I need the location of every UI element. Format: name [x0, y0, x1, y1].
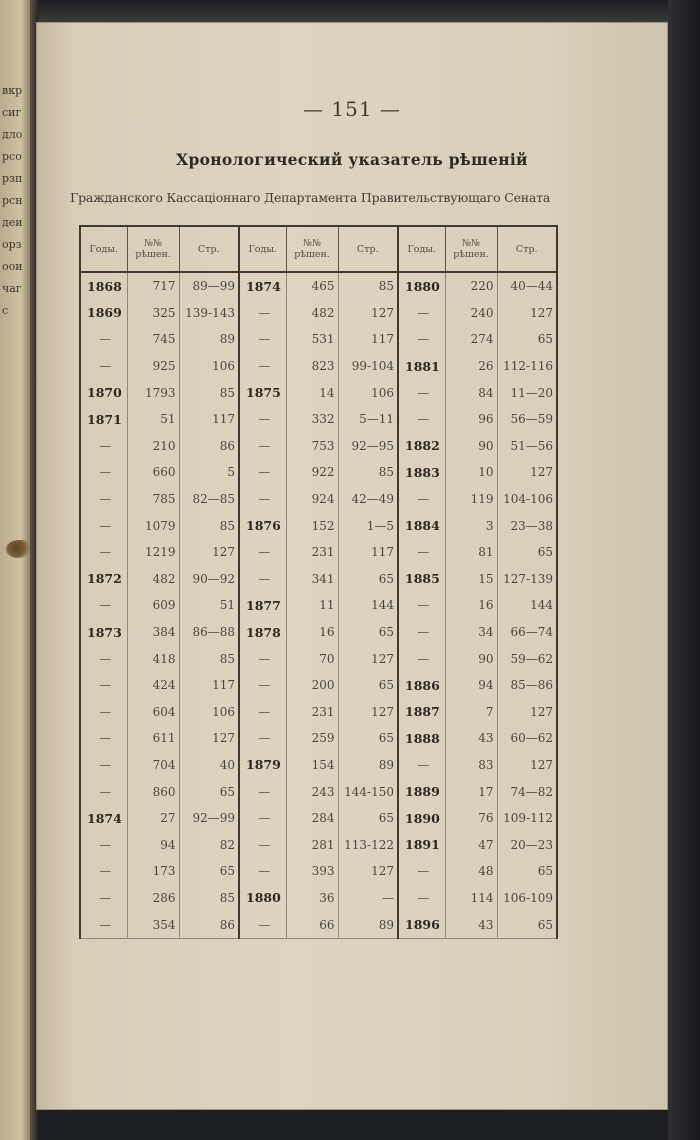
- cell-decision-number: 43: [445, 911, 497, 938]
- cell-decision-number: 924: [286, 486, 338, 513]
- cell-page-ref: 82—85: [179, 486, 239, 513]
- cell-decision-number: 173: [127, 858, 179, 885]
- cell-year: —: [80, 353, 127, 380]
- cell-year: —: [398, 592, 445, 619]
- cell-decision-number: 231: [286, 699, 338, 726]
- cell-year: —: [80, 512, 127, 539]
- cell-decision-number: 609: [127, 592, 179, 619]
- cell-decision-number: 823: [286, 353, 338, 380]
- cell-year: —: [239, 459, 286, 486]
- cell-page-ref: 40: [179, 752, 239, 779]
- cell-decision-number: 745: [127, 326, 179, 353]
- table-row: [80, 805, 557, 832]
- cell-decision-number: 220: [445, 272, 497, 300]
- cell-page-ref: 82: [179, 831, 239, 858]
- cell-page-ref: 89: [179, 326, 239, 353]
- cell-page-ref: 127: [338, 699, 398, 726]
- cell-decision-number: 200: [286, 672, 338, 699]
- table-body: [80, 272, 557, 938]
- cell-page-ref: 117: [179, 672, 239, 699]
- cell-page-ref: 51: [179, 592, 239, 619]
- cell-decision-number: 27: [127, 805, 179, 832]
- cell-year: —: [398, 752, 445, 779]
- cell-decision-number: 231: [286, 539, 338, 566]
- table-row: [80, 566, 557, 593]
- cell-page-ref: 109-112: [497, 805, 557, 832]
- cell-year: —: [80, 645, 127, 672]
- cell-year: —: [398, 326, 445, 353]
- cell-page-ref: 65: [338, 566, 398, 593]
- cell-page-ref: 127: [179, 539, 239, 566]
- cell-decision-number: 660: [127, 459, 179, 486]
- cell-page-ref: 65: [179, 778, 239, 805]
- cell-year: 1887: [398, 699, 445, 726]
- table-row: [80, 858, 557, 885]
- page-number: — 151 —: [303, 97, 401, 121]
- cell-decision-number: 281: [286, 831, 338, 858]
- cell-decision-number: 259: [286, 725, 338, 752]
- cell-page-ref: 65: [497, 858, 557, 885]
- cell-year: —: [80, 885, 127, 912]
- column-header-decision-number: №№ рѣшен.: [127, 226, 179, 272]
- background-top-edge: [30, 0, 700, 22]
- cell-decision-number: 11: [286, 592, 338, 619]
- cell-page-ref: 127: [497, 699, 557, 726]
- cell-page-ref: —: [338, 885, 398, 912]
- cell-page-ref: 42—49: [338, 486, 398, 513]
- cell-decision-number: 36: [286, 885, 338, 912]
- cell-year: 1888: [398, 725, 445, 752]
- table-row: [80, 353, 557, 380]
- cell-page-ref: 86—88: [179, 619, 239, 646]
- cell-decision-number: 284: [286, 805, 338, 832]
- cell-year: 1871: [80, 406, 127, 433]
- cell-decision-number: 243: [286, 778, 338, 805]
- cell-decision-number: 84: [445, 379, 497, 406]
- cell-decision-number: 1219: [127, 539, 179, 566]
- cell-decision-number: 482: [127, 566, 179, 593]
- cell-decision-number: 14: [286, 379, 338, 406]
- cell-year: —: [239, 725, 286, 752]
- cell-page-ref: 106: [179, 353, 239, 380]
- cell-decision-number: 17: [445, 778, 497, 805]
- cell-decision-number: 274: [445, 326, 497, 353]
- cell-year: 1873: [80, 619, 127, 646]
- cell-decision-number: 43: [445, 725, 497, 752]
- table-row: [80, 699, 557, 726]
- table-row: [80, 885, 557, 912]
- cell-decision-number: 90: [445, 645, 497, 672]
- cell-page-ref: 56—59: [497, 406, 557, 433]
- cell-page-ref: 92—95: [338, 433, 398, 460]
- cell-page-ref: 89—99: [179, 272, 239, 300]
- cell-decision-number: 47: [445, 831, 497, 858]
- cell-year: 1882: [398, 433, 445, 460]
- cell-year: —: [239, 778, 286, 805]
- cell-page-ref: 40—44: [497, 272, 557, 300]
- cell-decision-number: 3: [445, 512, 497, 539]
- cell-year: —: [239, 300, 286, 327]
- cell-year: 1876: [239, 512, 286, 539]
- cell-page-ref: 65: [497, 539, 557, 566]
- cell-page-ref: 65: [338, 725, 398, 752]
- decisions-index-table-wrapper: [79, 225, 555, 939]
- cell-year: 1889: [398, 778, 445, 805]
- cell-page-ref: 89: [338, 752, 398, 779]
- cell-page-ref: 85: [338, 272, 398, 300]
- cell-year: —: [80, 858, 127, 885]
- decisions-index-table: [79, 225, 558, 939]
- table-row: [80, 406, 557, 433]
- cell-year: —: [239, 911, 286, 938]
- cell-page-ref: 85—86: [497, 672, 557, 699]
- cell-year: —: [80, 539, 127, 566]
- cell-decision-number: 152: [286, 512, 338, 539]
- cell-page-ref: 127-139: [497, 566, 557, 593]
- cell-decision-number: 393: [286, 858, 338, 885]
- cell-page-ref: 113-122: [338, 831, 398, 858]
- book-page: [36, 22, 668, 1110]
- cell-page-ref: 127: [338, 858, 398, 885]
- cell-page-ref: 1—5: [338, 512, 398, 539]
- cell-year: —: [239, 539, 286, 566]
- cell-decision-number: 604: [127, 699, 179, 726]
- cell-year: —: [239, 672, 286, 699]
- cell-page-ref: 89: [338, 911, 398, 938]
- cell-page-ref: 127: [338, 645, 398, 672]
- cell-decision-number: 70: [286, 645, 338, 672]
- cell-year: —: [398, 619, 445, 646]
- column-header-decision-number: №№ рѣшен.: [286, 226, 338, 272]
- cell-year: —: [239, 831, 286, 858]
- cell-page-ref: 127: [497, 752, 557, 779]
- cell-decision-number: 76: [445, 805, 497, 832]
- cell-decision-number: 922: [286, 459, 338, 486]
- cell-year: —: [239, 353, 286, 380]
- table-header: [80, 226, 557, 272]
- cell-decision-number: 1079: [127, 512, 179, 539]
- cell-year: —: [80, 725, 127, 752]
- column-header-year: Годы.: [239, 226, 286, 272]
- page-title: Хронологический указатель рѣшеній: [176, 150, 528, 169]
- cell-decision-number: 753: [286, 433, 338, 460]
- cell-decision-number: 1793: [127, 379, 179, 406]
- facing-page-edge: [0, 0, 30, 1140]
- book-cover-edge: [668, 0, 700, 1140]
- cell-year: —: [398, 858, 445, 885]
- cell-decision-number: 332: [286, 406, 338, 433]
- cell-page-ref: 60—62: [497, 725, 557, 752]
- cell-year: —: [398, 885, 445, 912]
- cell-year: —: [398, 300, 445, 327]
- cell-page-ref: 65: [179, 858, 239, 885]
- cell-page-ref: 65: [497, 326, 557, 353]
- cell-page-ref: 65: [338, 805, 398, 832]
- cell-year: —: [239, 699, 286, 726]
- cell-decision-number: 465: [286, 272, 338, 300]
- cell-page-ref: 85: [179, 512, 239, 539]
- cell-decision-number: 341: [286, 566, 338, 593]
- cell-year: 1879: [239, 752, 286, 779]
- table-row: [80, 486, 557, 513]
- cell-decision-number: 90: [445, 433, 497, 460]
- table-row: [80, 752, 557, 779]
- cell-year: 1870: [80, 379, 127, 406]
- cell-year: 1869: [80, 300, 127, 327]
- cell-decision-number: 925: [127, 353, 179, 380]
- cell-year: —: [398, 539, 445, 566]
- cell-page-ref: 92—99: [179, 805, 239, 832]
- cell-page-ref: 104-106: [497, 486, 557, 513]
- cell-year: 1875: [239, 379, 286, 406]
- table-row: [80, 433, 557, 460]
- cell-decision-number: 16: [445, 592, 497, 619]
- cell-decision-number: 48: [445, 858, 497, 885]
- cell-decision-number: 210: [127, 433, 179, 460]
- cell-decision-number: 81: [445, 539, 497, 566]
- cell-page-ref: 90—92: [179, 566, 239, 593]
- cell-page-ref: 86: [179, 911, 239, 938]
- table-row: [80, 725, 557, 752]
- cell-decision-number: 785: [127, 486, 179, 513]
- cell-year: 1874: [239, 272, 286, 300]
- cell-page-ref: 85: [179, 885, 239, 912]
- cell-year: —: [239, 433, 286, 460]
- cell-decision-number: 611: [127, 725, 179, 752]
- cell-year: 1880: [398, 272, 445, 300]
- cell-page-ref: 144: [338, 592, 398, 619]
- cell-page-ref: 5: [179, 459, 239, 486]
- cell-year: —: [80, 752, 127, 779]
- cell-page-ref: 106: [179, 699, 239, 726]
- cell-decision-number: 717: [127, 272, 179, 300]
- cell-page-ref: 139-143: [179, 300, 239, 327]
- table-header-row: [80, 226, 557, 272]
- cell-year: —: [398, 379, 445, 406]
- cell-year: 1890: [398, 805, 445, 832]
- cell-page-ref: 112-116: [497, 353, 557, 380]
- cell-year: —: [239, 645, 286, 672]
- cell-year: —: [80, 486, 127, 513]
- cell-year: —: [239, 326, 286, 353]
- cell-page-ref: 65: [338, 619, 398, 646]
- cell-year: 1868: [80, 272, 127, 300]
- table-row: [80, 831, 557, 858]
- table-row: [80, 592, 557, 619]
- cell-decision-number: 704: [127, 752, 179, 779]
- cell-year: 1881: [398, 353, 445, 380]
- table-row: [80, 272, 557, 300]
- cell-page-ref: 144-150: [338, 778, 398, 805]
- column-header-page-ref: Стр.: [179, 226, 239, 272]
- cell-page-ref: 59—62: [497, 645, 557, 672]
- cell-decision-number: 119: [445, 486, 497, 513]
- cell-year: 1880: [239, 885, 286, 912]
- cell-decision-number: 51: [127, 406, 179, 433]
- cell-year: 1883: [398, 459, 445, 486]
- cell-decision-number: 94: [127, 831, 179, 858]
- page-subtitle: Гражданского Кассаціоннаго Департамента Правительствующаго Сената: [70, 190, 551, 205]
- column-header-page-ref: Стр.: [338, 226, 398, 272]
- cell-decision-number: 7: [445, 699, 497, 726]
- cell-decision-number: 240: [445, 300, 497, 327]
- cell-decision-number: 83: [445, 752, 497, 779]
- cell-year: —: [80, 459, 127, 486]
- cell-page-ref: 144: [497, 592, 557, 619]
- cell-year: —: [80, 831, 127, 858]
- cell-page-ref: 86: [179, 433, 239, 460]
- table-row: [80, 672, 557, 699]
- cell-page-ref: 106-109: [497, 885, 557, 912]
- cell-decision-number: 286: [127, 885, 179, 912]
- cell-decision-number: 860: [127, 778, 179, 805]
- column-header-year: Годы.: [80, 226, 127, 272]
- cell-page-ref: 117: [338, 539, 398, 566]
- cell-page-ref: 23—38: [497, 512, 557, 539]
- cell-page-ref: 117: [179, 406, 239, 433]
- cell-year: —: [239, 566, 286, 593]
- cell-decision-number: 16: [286, 619, 338, 646]
- cell-page-ref: 65: [497, 911, 557, 938]
- cell-page-ref: 99-104: [338, 353, 398, 380]
- cell-year: —: [239, 805, 286, 832]
- cell-page-ref: 65: [338, 672, 398, 699]
- table-row: [80, 512, 557, 539]
- facing-page-text-fragment: вкрсигдлорсорзпрсндеиорзооичагс: [2, 84, 23, 317]
- cell-year: —: [80, 326, 127, 353]
- cell-decision-number: 531: [286, 326, 338, 353]
- cell-year: 1885: [398, 566, 445, 593]
- cell-decision-number: 26: [445, 353, 497, 380]
- cell-decision-number: 384: [127, 619, 179, 646]
- cell-decision-number: 10: [445, 459, 497, 486]
- cell-decision-number: 94: [445, 672, 497, 699]
- cell-year: 1884: [398, 512, 445, 539]
- cell-year: —: [398, 645, 445, 672]
- cell-page-ref: 127: [497, 300, 557, 327]
- cell-year: —: [80, 699, 127, 726]
- cell-page-ref: 5—11: [338, 406, 398, 433]
- cell-year: —: [398, 406, 445, 433]
- cell-page-ref: 85: [338, 459, 398, 486]
- cell-page-ref: 127: [338, 300, 398, 327]
- cell-decision-number: 482: [286, 300, 338, 327]
- table-row: [80, 911, 557, 938]
- table-row: [80, 300, 557, 327]
- cell-year: —: [239, 486, 286, 513]
- cell-year: —: [239, 406, 286, 433]
- cell-page-ref: 85: [179, 645, 239, 672]
- table-row: [80, 778, 557, 805]
- cell-page-ref: 127: [497, 459, 557, 486]
- cell-year: 1872: [80, 566, 127, 593]
- cell-decision-number: 34: [445, 619, 497, 646]
- cell-decision-number: 96: [445, 406, 497, 433]
- table-row: [80, 619, 557, 646]
- table-row: [80, 539, 557, 566]
- cell-decision-number: 66: [286, 911, 338, 938]
- cell-decision-number: 15: [445, 566, 497, 593]
- cell-year: 1891: [398, 831, 445, 858]
- table-row: [80, 459, 557, 486]
- cell-decision-number: 354: [127, 911, 179, 938]
- cell-year: —: [398, 486, 445, 513]
- cell-decision-number: 418: [127, 645, 179, 672]
- cell-page-ref: 117: [338, 326, 398, 353]
- cell-year: —: [80, 778, 127, 805]
- cell-year: 1877: [239, 592, 286, 619]
- cell-year: 1878: [239, 619, 286, 646]
- cell-page-ref: 66—74: [497, 619, 557, 646]
- table-row: [80, 326, 557, 353]
- cell-year: 1896: [398, 911, 445, 938]
- cell-page-ref: 11—20: [497, 379, 557, 406]
- table-row: [80, 645, 557, 672]
- cell-year: —: [80, 592, 127, 619]
- cell-year: —: [80, 911, 127, 938]
- cell-year: 1874: [80, 805, 127, 832]
- table-row: [80, 379, 557, 406]
- column-header-year: Годы.: [398, 226, 445, 272]
- column-header-decision-number: №№ рѣшен.: [445, 226, 497, 272]
- cell-page-ref: 127: [179, 725, 239, 752]
- cell-decision-number: 114: [445, 885, 497, 912]
- column-header-page-ref: Стр.: [497, 226, 557, 272]
- cell-decision-number: 424: [127, 672, 179, 699]
- cell-page-ref: 20—23: [497, 831, 557, 858]
- cell-decision-number: 325: [127, 300, 179, 327]
- cell-decision-number: 154: [286, 752, 338, 779]
- cell-page-ref: 51—56: [497, 433, 557, 460]
- cell-page-ref: 106: [338, 379, 398, 406]
- cell-year: —: [239, 858, 286, 885]
- cell-year: 1886: [398, 672, 445, 699]
- cell-page-ref: 85: [179, 379, 239, 406]
- cell-year: —: [80, 433, 127, 460]
- cell-year: —: [80, 672, 127, 699]
- cell-page-ref: 74—82: [497, 778, 557, 805]
